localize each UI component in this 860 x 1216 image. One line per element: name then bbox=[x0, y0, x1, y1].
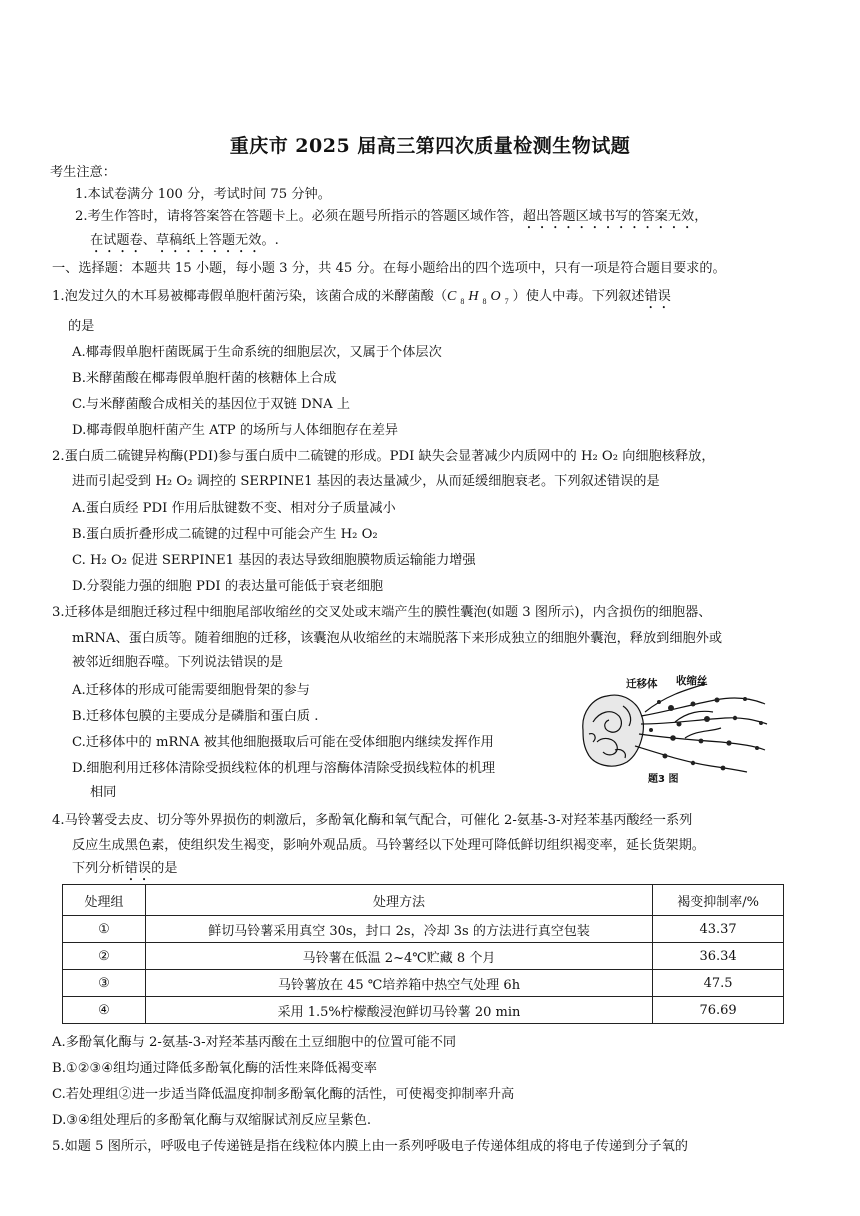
q1-option-c: C.与米酵菌酸合成相关的基因位于双链 DNA 上 bbox=[72, 397, 351, 412]
figure-label-retraction-fiber: 收缩丝 bbox=[676, 675, 708, 687]
question-4-stem-cont2: 下列分析错误的是 bbox=[72, 861, 178, 876]
table-header-row bbox=[63, 885, 784, 916]
question-3-stem-cont: mRNA、蛋白质等。随着细胞的迁移，该囊泡从收缩丝的末端脱落下来形成独立的细胞外囊泡，释放到细胞外或 bbox=[72, 631, 723, 646]
q2-option-a: A.蛋白质经 PDI 作用后肽键数不变、相对分子质量减小 bbox=[72, 501, 396, 516]
table-cell: 马铃薯放在 45 ℃培养箱中热空气处理 6h bbox=[145, 970, 652, 997]
q4-option-c: C.若处理组②进一步适当降低温度抑制多酚氧化酶的活性，可使褐变抑制率升高 bbox=[52, 1087, 515, 1102]
q3-option-c: C.迁移体中的 mRNA 被其他细胞摄取后可能在受体细胞内继续发挥作用 bbox=[72, 735, 494, 750]
table-row bbox=[63, 970, 784, 997]
question-4-stem: 4.马铃薯受去皮、切分等外界损伤的刺激后，多酚氧化酶和氧气配合，可催化 2-氨基-3-对羟苯基丙酸经一系列 bbox=[52, 813, 693, 828]
table-header: 褐变抑制率/% bbox=[653, 885, 784, 916]
table-cell: 76.69 bbox=[653, 997, 784, 1024]
question-1-stem: 1.泡发过久的木耳易被椰毒假单胞杆菌污染，该菌合成的米酵菌酸（C $_8$ H $_8$ O $_7$ ）使人中毒。下列叙述错误 bbox=[52, 289, 671, 306]
table-header: 处理组 bbox=[63, 885, 146, 916]
q3-option-a: A.迁移体的形成可能需要细胞骨架的参与 bbox=[72, 683, 310, 698]
table-row bbox=[63, 997, 784, 1024]
table-cell: ① bbox=[63, 916, 146, 943]
table-cell: 47.5 bbox=[653, 970, 784, 997]
q2-option-d: D.分裂能力强的细胞 PDI 的表达量可能低于衰老细胞 bbox=[72, 579, 384, 594]
chemical-formula: C $_8$ H $_8$ O $_7$ bbox=[447, 289, 509, 306]
table-row bbox=[63, 916, 784, 943]
table-cell: 马铃薯在低温 2~4℃贮藏 8 个月 bbox=[145, 943, 652, 970]
q4-option-d: D.③④组处理后的多酚氧化酶与双缩脲试剂反应呈紫色. bbox=[52, 1113, 372, 1128]
q4-option-b: B.①②③④组均通过降低多酚氧化酶的活性来降低褐变率 bbox=[52, 1061, 377, 1076]
question-5-stem: 5.如题 5 图所示，呼吸电子传递链是指在线粒体内膜上由一系列呼吸电子传递体组成的将电子传递到分子氧的 bbox=[52, 1139, 688, 1154]
question-2-stem-cont: 进而引起受到 H₂ O₂ 调控的 SERPINE1 基因的表达量减少，从而延缓细胞衰老。下列叙述错误的是 bbox=[72, 474, 660, 489]
treatment-table bbox=[62, 884, 784, 1024]
table-header: 处理方法 bbox=[145, 885, 652, 916]
notice-item-1: 1.本试卷满分 100 分，考试时间 75 分钟。 bbox=[75, 187, 331, 202]
q1-option-d: D.椰毒假单胞杆菌产生 ATP 的场所与人体细胞存在差异 bbox=[72, 423, 399, 438]
table-cell: 43.37 bbox=[653, 916, 784, 943]
table-cell: ④ bbox=[63, 997, 146, 1024]
q3-option-d-cont: 相同 bbox=[90, 785, 117, 800]
q2-option-c: C. H₂ O₂ 促进 SERPINE1 基因的表达导致细胞膜物质运输能力增强 bbox=[72, 553, 476, 568]
q2-option-b: B.蛋白质折叠形成二硫键的过程中可能会产生 H₂ O₂ bbox=[72, 527, 378, 542]
notice-item-2-cont: 在试题卷、草稿纸上答题无效。. bbox=[90, 233, 279, 248]
table-cell: 鲜切马铃薯采用真空 30s，封口 2s，冷却 3s 的方法进行真空包装 bbox=[145, 916, 652, 943]
question-4-stem-cont: 反应生成黑色素，使组织发生褐变，影响外观品质。马铃薯经以下处理可降低鲜切组织褐变率，延长货架期。 bbox=[72, 838, 705, 853]
table-cell: 36.34 bbox=[653, 943, 784, 970]
q3-option-d: D.细胞利用迁移体清除受损线粒体的机理与溶酶体清除受损线粒体的机理 bbox=[72, 761, 496, 776]
table-cell: ③ bbox=[63, 970, 146, 997]
notice-heading: 考生注意： bbox=[50, 165, 116, 180]
emphasis-text: 在试题卷、草稿纸上答题无效 bbox=[90, 233, 262, 248]
q1-option-a: A.椰毒假单胞杆菌既属于生命系统的细胞层次，又属于个体层次 bbox=[72, 345, 442, 360]
notice-item-2: 2.考生作答时，请将答案答在答题卡上。必须在题号所指示的答题区域作答，超出答题区域书写的答案无效， bbox=[75, 209, 708, 224]
emphasis-text: 错误 bbox=[124, 861, 152, 876]
emphasis-text: 错误 bbox=[644, 289, 671, 304]
q4-option-a: A.多酚氧化酶与 2-氨基-3-对羟苯基丙酸在土豆细胞中的位置可能不同 bbox=[52, 1035, 457, 1050]
question-1-stem-cont: 的是 bbox=[68, 319, 95, 334]
question-2-stem: 2.蛋白质二硫键异构酶(PDI)参与蛋白质中二硫键的形成。PDI 缺失会显著减少内质网中的 H₂ O₂ 向细胞核释放， bbox=[52, 449, 715, 464]
table-cell: ② bbox=[63, 943, 146, 970]
table-cell: 采用 1.5%柠檬酸浸泡鲜切马铃薯 20 min bbox=[145, 997, 652, 1024]
figure-caption: 题3 图 bbox=[648, 774, 679, 785]
page-title: 重庆市 2025 届高三第四次质量检测生物试题 bbox=[229, 135, 631, 157]
question-3-stem-cont2: 被邻近细胞吞噬。下列说法错误的是 bbox=[72, 655, 283, 670]
question-3-stem: 3.迁移体是细胞迁移过程中细胞尾部收缩丝的交叉处或末端产生的膜性囊泡(如题 3 图所示)，内含损伤的细胞器、 bbox=[52, 605, 712, 620]
figure-label-migrasome: 迁移体 bbox=[626, 678, 658, 690]
q1-option-b: B.米酵菌酸在椰毒假单胞杆菌的核糖体上合成 bbox=[72, 371, 337, 386]
section-heading: 一、选择题：本题共 15 小题，每小题 3 分，共 45 分。在每小题给出的四个选项中，只有一项是符合题目要求的。 bbox=[52, 261, 726, 276]
table-row bbox=[63, 943, 784, 970]
q3-option-b: B.迁移体包膜的主要成分是磷脂和蛋白质 . bbox=[72, 709, 319, 724]
emphasis-text: 超出答题区域书写的答案无效， bbox=[522, 209, 708, 224]
